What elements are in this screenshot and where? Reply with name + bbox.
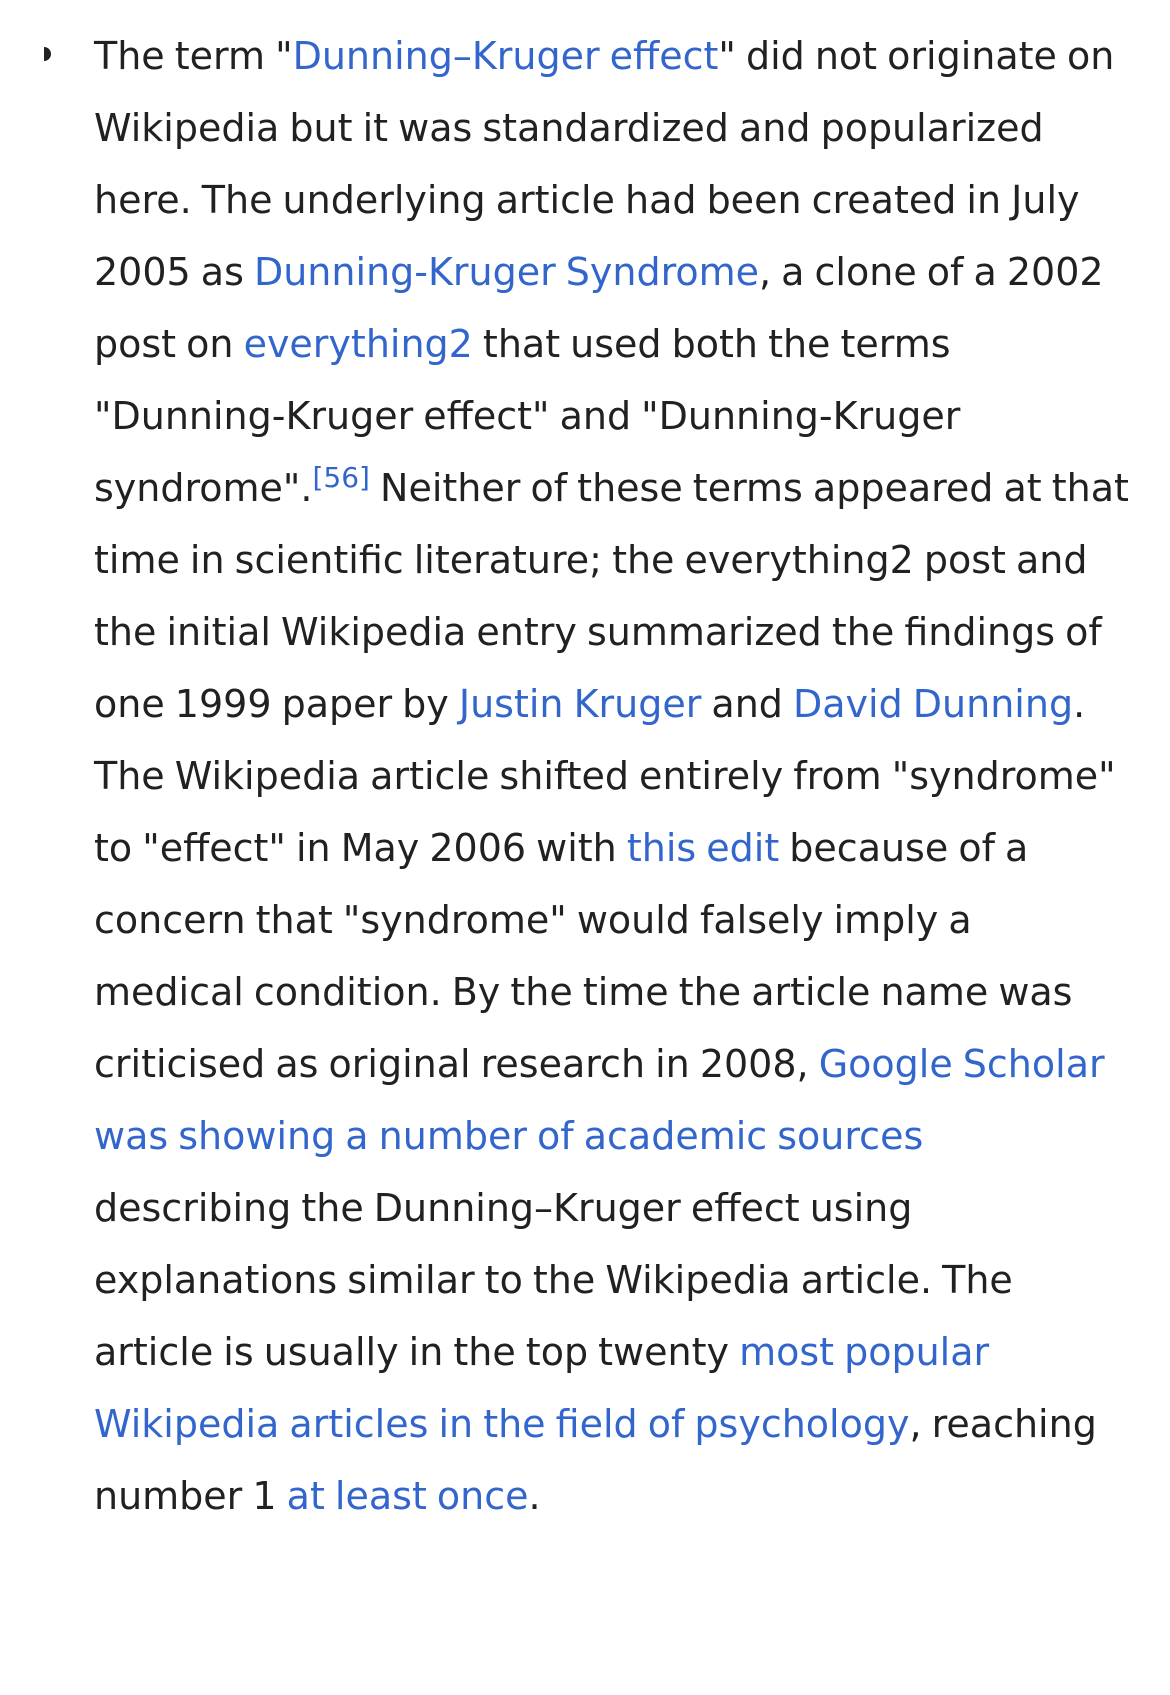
link-david-dunning[interactable]: David Dunning xyxy=(793,682,1074,726)
text-segment: Neither of these terms appeared at that time in scientific literature; the everything2 post and the initial Wikipedia entry summarized the findings of one 1999 paper by xyxy=(94,466,1129,726)
text-segment: . xyxy=(528,1474,541,1518)
link-most-popular-articles[interactable]: most popular Wikipedia articles in the field of psychology xyxy=(94,1330,990,1446)
link-justin-kruger[interactable]: Justin Kruger xyxy=(458,682,702,726)
text-segment: , reaching number 1 xyxy=(94,1402,1097,1518)
link-google-scholar[interactable]: Google Scholar was showing a number of academic sources xyxy=(94,1042,1105,1158)
link-everything2[interactable]: everything2 xyxy=(243,322,473,366)
text-segment: . The Wikipedia article shifted entirely from "syndrome" to "effect" in May 2006 with xyxy=(94,682,1116,870)
text-segment: and xyxy=(701,682,793,726)
text-segment: describing the Dunning–Kruger effect using explanations similar to the Wikipedia article. The article is usually in the top twenty xyxy=(94,1186,1013,1374)
link-dunning-kruger-effect[interactable]: Dunning–Kruger effect xyxy=(292,34,719,78)
text-segment: The term " xyxy=(94,34,293,78)
paragraph-text xyxy=(94,20,1130,1532)
link-this-edit[interactable]: this edit xyxy=(626,826,780,870)
reference-56-link[interactable]: [56] xyxy=(312,461,370,494)
text-segment: " did not originate on Wikipedia but it was standardized and popularized here. The underlying article had been created in July 2005 as xyxy=(94,34,1115,294)
link-dunning-kruger-syndrome[interactable]: Dunning-Kruger Syndrome xyxy=(253,250,760,294)
text-segment: , a clone of a 2002 post on xyxy=(94,250,1104,366)
link-at-least-once[interactable]: at least once xyxy=(286,1474,529,1518)
text-segment: that used both the terms "Dunning-Kruger effect" and "Dunning-Kruger syndrome". xyxy=(94,322,961,510)
bullet-marker-icon xyxy=(44,47,51,61)
text-segment: because of a concern that "syndrome" would falsely imply a medical condition. By the time the article name was criticised as original research in 2008, xyxy=(94,826,1073,1086)
